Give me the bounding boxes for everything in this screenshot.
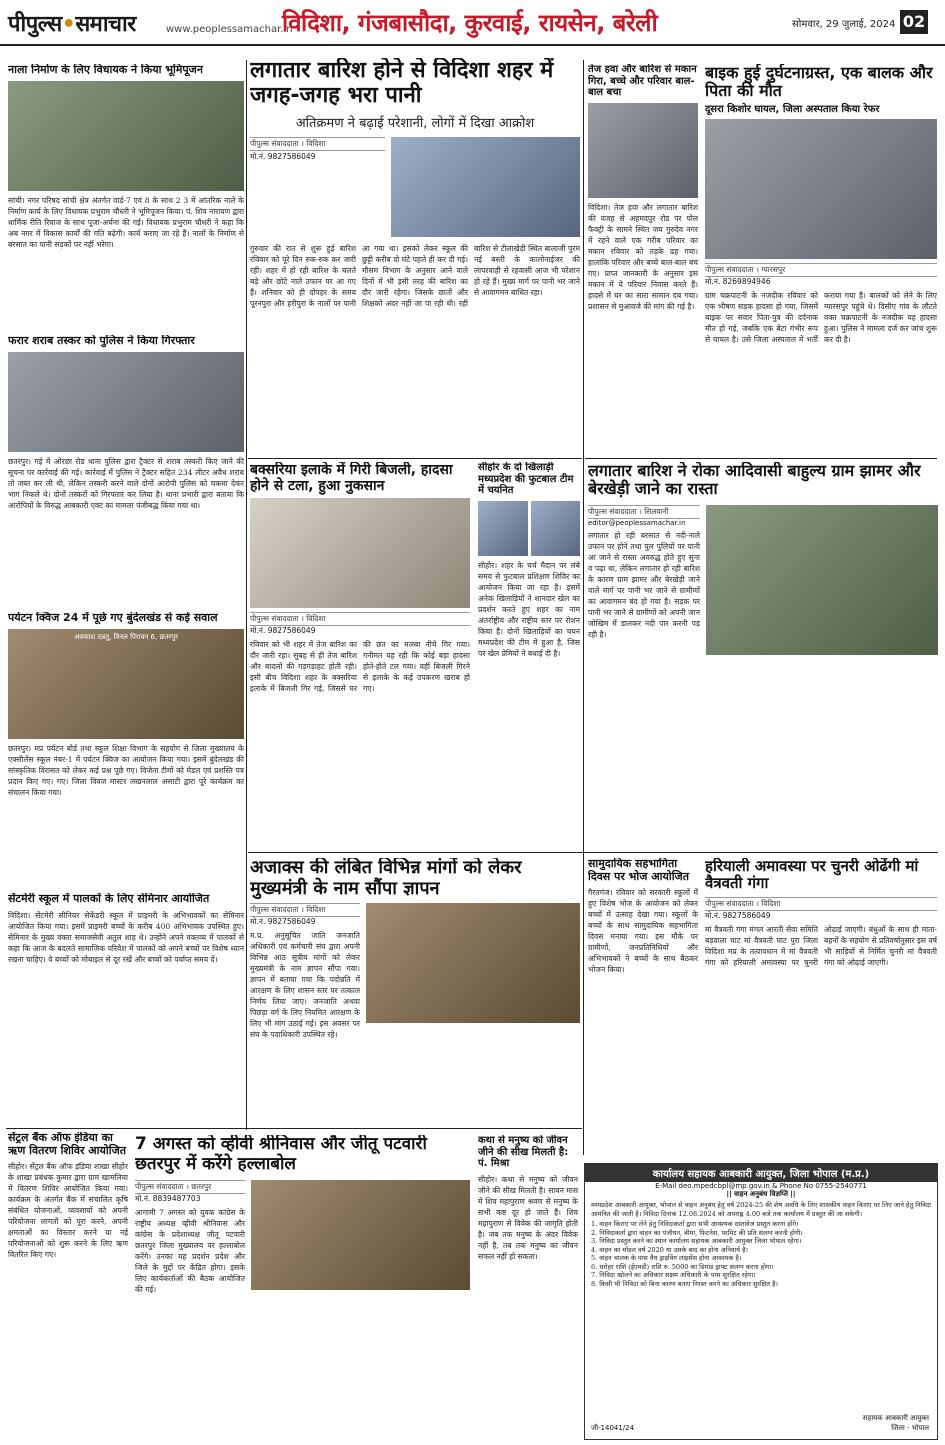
photo-bhoomipujan	[8, 81, 244, 191]
article-body: विदिशा। सेंटमेरी सीनियर सेकेंडरी स्कूल में प्राइमरी के अभिभावकों का सेमिनार आयोजित किया गया। इसमें प्राइमरी बच्चों के करीब 400 अभिभावक उपस्थित हुए। सेमिनार के मुख्य वक्ता समाजसेवी अतुल शाह थे। उन्होंने अपने वक्तव्य में पालकों से कहा कि आज के बदलते सामाजिक परिवेश में पालकों को अपने बच्चों पर विशेष ध्यान रखना चाहिए। वे बच्चों को मोबाइल से दूर रखें और बच्चों को पर्याप्त समय दें।	[8, 910, 244, 964]
article-body: लगातार हो रही बरसात से नदी-नाले उफान पर होने तथा पुल पुलियों पर पानी आ जाने से रास्ता अवरुद्ध होते हुए सुना व पढ़ा था, लेकिन लगातार हो रही बारिश के कारण ग्राम झामर और बेरखेड़ी जाने वाले मार्ग पर पानी भर जाने से ग्रामीणों का आवागमन बंद हो गया है। सड़क पर पानी भर जाने से ग्रामीणों को अपनी जान जोखिम में डालकर नदी पार करनी पड़ रही है।	[588, 530, 700, 639]
photo-quiz	[8, 629, 244, 739]
article-body: छतरपुर। मप्र पर्यटन बोर्ड तथा स्कूल शिक्षा विभाग के सहयोग से जिला मुख्यालय के एक्सीलेंस स्कूल नंबर-1 में पर्यटन क्विज का आयोजन किया गया। इसमें बुंदेलखंड की सांस्कृतिक विरासत को लेकर कई प्रश्न पूछे गए। विजेता टीमों को मेडल एवं प्रशस्ति पत्र प्रदान किए गए। गए। जिला विवज मास्टर लखनलाल असाटी द्वारा पूरे कार्यक्रम का संचालन किया गया।	[8, 743, 244, 797]
page-number: 02	[900, 10, 928, 34]
byline: पीपुल्स संवाददाता । विदिशा	[250, 903, 360, 917]
article-bike	[705, 64, 937, 464]
article-adivasi	[588, 462, 938, 842]
notice-ref: जी-14041/24	[591, 1424, 635, 1432]
headline: लगातार बारिश होने से विदिशा शहर में जगह-जगह भरा पानी	[250, 58, 554, 109]
notice-subtitle: || वाहन अनुबंध विज्ञप्ति ||	[726, 1190, 796, 1198]
article-body: सीहोर। कथा से मनुष्य को जीवन जीने की सीख मिलती है। सावन मास में शिव महापुराण श्रवण से मनुष्य के सभी कष्ट दूर हो जाते हैं। शिव महापुराण से विवेक की जागृति होती है। जब तक मनुष्य के अंदर विवेक नहीं है, तब तक मनुष्य का जीवन सफल नहीं हो सकता।	[478, 1174, 578, 1261]
notice-signature: सहायक आबकारी आयुक्त	[862, 1414, 929, 1422]
headline: अजाक्स की लंबित विभिन्न मांगों को लेकर मुख्यमंत्री के नाम सौंपा ज्ञापन	[250, 858, 522, 899]
photo-player-1	[478, 501, 528, 556]
mobile: मो.नं. 9827586049	[250, 151, 316, 161]
column-rule	[583, 60, 584, 1155]
mobile: मो.नं. 9827586049	[250, 917, 316, 927]
photo-police	[8, 352, 244, 452]
article-body: गुरुवार की रात से शुरू हुई बारिश रविवार को पूरे दिन रुक-रुक कर जारी रही। शहर में हो रही बारिश के चलते बड़े और छोटे नाले उफान पर आ गए हैं। शनिवार को ही दोपहर के समय पूरनपुरा और हरीपुरा के नालों पर पानी आ गया था। इसको लेकर स्कूल की छुट्टी करीब दो घंटे पहले ही कर दी गई। मौसम विभाग के अनुसार आने वाले दिनों में भी इसी तरह की बारिश का दौर जारी रहेगा। जिसके छातों और शिक्षकों अंदर नहीं जा पा रही थी। रही बारिश से टीलाखेड़ी स्थित बालाजी पुरम नई बस्ती के कालोनाईजर की लापरवाही से रहवासी आज भी परेशान हो रहे हैं। मुख्य मार्ग पर पानी भर जाने से आवागमन बाधित रहा।	[250, 243, 580, 308]
headline: सेंट्रल बैंक ऑफ इंडिया का ऋण वितरण शिविर आयोजित	[8, 1132, 127, 1157]
article-body: म.प्र. अनुसूचित जाति जनजाति अधिकारी एवं कर्मचारी संघ द्वारा अपनी विभिन्न आठ सूत्रीय मांगों को लेकर मुख्यमंत्री के नाम ज्ञापन सौंपा गया। ज्ञापन में बताया गया कि पदोन्नति में आरक्षण के लिए शासन स्तर पर तत्काल निर्णय लिया जाए। जनजाति अथवा पिछड़ा वर्ग के लिए नियमित आरक्षण के लिए भी मांग उठाई गई। इस अवसर पर संघ के पदाधिकारी उपस्थित रहे।	[250, 931, 360, 1040]
headline: सेंटमेरी स्कूल में पालकों के लिए सेमिनार आयोजित	[8, 893, 210, 905]
article-body: गैरतगंज। रविवार को सरकारी स्कूलों में हुए विशेष भोज के आयोजन को लेकर बच्चों में उत्साह देखा गया। स्कूलों के बच्चों के साथ सामुदायिक सहभागिता दिवस मनाया गया। इस मौके पर ग्रामीणों, जनप्रतिनिधियों और अभिभावकों ने बच्चों के साथ बैठकर भोजन किया।	[588, 888, 698, 975]
photo-flood	[391, 137, 580, 237]
headline: सीहोर के दो खिलाड़ी मध्यप्रदेश की फुटबाल टीम में चयनित	[478, 462, 574, 496]
article-body: छतरपुर। गई में ओरछा रोड थाना पुलिस द्वारा ट्रैक्टर से शराब तस्करी किए जाने की सूचना पर कार्रवाई की गई। कार्रवाई में पुलिस ने ट्रैक्टर सहित 234 लीटर अवैध शराब तो जब्त कर ली थी, लेकिन तस्करी करने वाले दोनों आरोपी पुलिस को चकमा देकर भाग निकले थे। दोनों तस्करों को गिरफ्तार कर लिया है। थाना प्रभारी द्वारा बताया कि आरोपियों के विरुद्ध आबकारी एक्ट का मामला पंजीबद्ध किया गया था।	[8, 456, 244, 510]
mobile: editor@peoplessamachar.in	[588, 518, 686, 527]
headline: हरियाली अमावस्या पर चुनरी ओढेंगी मां वैत्रवती गंगा	[705, 858, 919, 893]
row-rule	[6, 1128, 582, 1129]
photo-gyapan	[366, 903, 580, 1023]
photo-meeting	[251, 1180, 470, 1290]
byline: पीपुल्स संवाददाता । विदिशा	[705, 897, 937, 911]
notice-terms	[585, 1220, 937, 1288]
photo-hospital	[705, 119, 937, 259]
headline: पर्यटन क्विज 24 में पूछे गए बुंदेलखंड से कई सवाल	[8, 612, 218, 624]
byline: पीपुल्स संवाददाता । ग्यारसपुर	[705, 263, 937, 277]
notice-term: 8. किसी भी निविदा को बिना कारण बताए निरस्त करने का अधिकार सुरक्षित है।	[591, 1279, 778, 1288]
deck: अतिक्रमण ने बढ़ाई परेशानी, लोगों में दिखा आक्रोश	[295, 115, 535, 131]
headline: बाइक हुई दुर्घटनाग्रस्त, एक बालक और पिता की मौत	[705, 64, 933, 101]
headline: कथा से मनुष्य को जीवन जीने की सीख मिलती है: पं. मिश्रा	[478, 1135, 569, 1169]
notice-term: 7. निविदा खोलने का अधिकार सक्षम अधिकारी के पास सुरक्षित रहेगा।	[591, 1271, 756, 1279]
logo-left: पीपुल्स	[8, 12, 62, 37]
article-body: आगामी 7 अगस्त को युवक कांग्रेस के राष्ट्रीय अध्यक्ष व्हीवी श्रीनिवास और कांग्रेस के प्रदेशाध्यक्ष जीतू पटवारी छतरपुर जिला मुख्यालय पर हल्लाबोल करेंगे। उनका यह प्रदर्शन प्रदेश और जिले के मुद्दों पर केंद्रित होगा। इसके लिए कार्यकर्ताओं की बैठक आयोजित की गई।	[135, 1208, 245, 1295]
headline: फरार शराब तस्कर को पुलिस ने किया गिरफ्तार	[8, 335, 195, 347]
article-bijli	[250, 462, 470, 782]
row-rule	[248, 852, 938, 853]
article-body: ग्राम चक्रपाटनी के नजदीक रविवार को एक भीषण सड़क हादसा हो गया, जिसमें बाइक पर सवार पिता-पुत्र की दर्दनाक मौत हो गई, जबकि एक बेटा गंभीर रूप से घायल है। उसे जिला अस्पताल में भर्ती कराया गया है। बालकों को लेने के लिए ग्यारसपुर पहुंचे थे। दिसीए गांव के लौटते वक्त चक्रपाटनी के नजदीक यह हादसा हुआ। पुलिस ने मामला दर्ज कर जांच शुरू कर दी है।	[705, 291, 937, 345]
mobile: मो.नं. 8269894946	[705, 277, 771, 287]
notice-term: 1. वाहन किराए पर लेने हेतु निविदाकर्ता द्वारा सभी आवश्यक दस्तावेज प्रस्तुत करना होंगे।	[591, 1220, 799, 1228]
notice-term: 6. धरोहर राशि (ईएमडी) राशि रु. 5000 का डिमांड ड्राफ्ट संलग्न करना होगा।	[591, 1262, 774, 1271]
article-body: सांची। नगर परिषद सांची क्षेत्र अंतर्गत वार्ड-7 एवं 8 के साथ 2 3 में आंतरिक नाले के निर्माण कार्य के लिए विधायक प्रभुराम चौधरी ने भूमिपूजन किया। पं. शिव नारायण द्वारा धार्मिक रीति रिवाज के साथ पूजा-अर्चना की गई। विधायक प्रभुराम चौधरी ने कहा कि अब नगर में विकास कार्यों की गति बढ़ेगी। कार्य कराए जा रहे हैं। नालों के निर्माण से बरसात का पानी सड़कों पर नहीं भरेगा।	[8, 195, 244, 249]
notice-district: जिला - भोपाल	[891, 1424, 929, 1432]
notice-contact: E-Mail deo.mpedcbpl@mp.gov.in & Phone No 0755-2540771	[655, 1182, 867, 1190]
notice-term: 5. वाहन चालक के पास वैध ड्राइविंग लाइसेंस होना आवश्यक है।	[591, 1254, 742, 1262]
article-hariyali	[705, 858, 937, 1148]
article-faraar	[8, 335, 244, 565]
deck: दूसरा किशोर घायल, जिला अस्पताल किया रेफर	[705, 103, 880, 115]
mobile: मो.नं. 9827586049	[250, 626, 316, 636]
logo-dot: •	[61, 12, 76, 37]
byline: पीपुल्स संवाददाता । विदिशा	[250, 612, 470, 626]
headline: लगातार बारिश ने रोका आदिवासी बाहुल्य ग्राम झामर और बेरखेड़ी जाने का रास्ता	[588, 462, 921, 499]
headline: तेज हवा और बारिश से मकान गिरा, बच्चे और परिवार बाल-बाल बचा	[588, 64, 697, 98]
article-patwari	[135, 1135, 470, 1440]
notice-intro: मध्यप्रदेश आबकारी आयुक्त, भोपाल से वाहन अनुबंध हेतु वर्ष 2024-25 की शेष अवधि के लिए शासकीय वाहन किराए पर लिए जाने हेतु निविदा आमंत्रित की जाती है। निविदा दिनांक 12.08.2024 को अपराह्न 4.00 बजे तक कार्यालय में प्रस्तुत की जा सकेगी।	[591, 1201, 931, 1218]
article-body: रविवार को भी शहर में तेज बारिश का दौर जारी रहा। सुबह से ही तेज बारिश और बादलों की गड़गड़ाहट होती रही। इसी बीच विदिशा शहर के बक्सरिया इलाके में बिजली गिर गई, जिससे घर की छत का मलबा नीचे गिर गया। गनीमत यह रही कि कोई बड़ा हादसा होते-होते टल गया। वहीं बिजली गिरने से इलाके के कई उपकरण खराब हो गए।	[250, 640, 470, 694]
article-barish-vidisha	[250, 58, 580, 458]
article-naala	[8, 64, 244, 329]
article-katha	[478, 1135, 578, 1440]
row-rule	[248, 458, 582, 459]
article-body: सीहोर। शहर के चर्च मैदान पर लंबे समय से फुटबाल प्रशिक्षण शिविर का आयोजन किया जा रहा है। इसमें अनेक खिलाड़ियों ने शानदार खेल का प्रदर्शन करते हुए शहर का नाम अंतर्राष्ट्रीय और राष्ट्रीय स्तर पर रोशन किया है। दोनों खिलाड़ियों का चयन मध्यप्रदेश की टीम में हुआ है, जिस पर खेल प्रेमियों ने बधाई दी है।	[478, 560, 580, 658]
notice-term: 3. निविदा प्रस्तुत करने का स्थान कार्यालय सहायक आबकारी आयुक्त जिला भोपाल रहेगा।	[591, 1237, 802, 1245]
mobile: मो.नं. 8839487703	[135, 1194, 201, 1204]
tender-notice	[584, 1163, 938, 1440]
headline: नाला निर्माण के लिए विधायक ने किया भूमिपूजन	[8, 64, 203, 76]
section-title: विदिशा, गंजबासौदा, कुरवाई, रायसेन, बरेली	[282, 9, 658, 37]
masthead	[0, 0, 945, 46]
article-seminar	[8, 893, 244, 1123]
dateline: सोमवार, 29 जुलाई, 2024	[792, 19, 896, 30]
website-url: www.peoplessamachar.in	[166, 24, 293, 35]
column-rule	[246, 60, 247, 1130]
byline: पीपुल्स संवाददाता । विदिशा	[250, 137, 385, 151]
headline: बक्सरिया इलाके में गिरी बिजली, हादसा होने से टला, हुआ नुकसान	[250, 462, 453, 495]
article-body: सीहोर। सेंट्रल बैंक ऑफ इंडिया शाखा सीहोर के शाखा प्रबंधक कुमार द्वारा ग्राम खामलिया में वितरण शिविर आयोजित किया गया। कार्यक्रम के अंतर्गत बैंक में संचालित कृषि संबंधित योजनाओं, व्यवसायों को अपनी परियोजना लागतों को पूरा करने, अपनी क्षमताओं का विस्तार करने या नई परियोजनाओं को शुरू करने के लिए ऋण वितरित किए गए।	[8, 1162, 128, 1260]
article-tej-hawa	[588, 64, 698, 469]
article-quiz	[8, 612, 244, 874]
mobile: मो.नं. 9827586049	[705, 910, 771, 920]
byline: पीपुल्स संवाददाता । सिलवानी	[588, 505, 700, 519]
photo-wall	[250, 498, 470, 608]
row-rule	[585, 458, 937, 459]
article-body: विदिशा। तेज हवा और लगातार बारिश की वजह से अहमदपुर रोड पर पोल फैक्ट्री के सामने स्थित जय गुरुदेव नगर में रहने वाले एक गरीब परिवार का मकान रविवार को तड़के ढह गया। हालांकि परिवार और बच्चे बाल-बाल बच गए। प्राप्त जानकारी के अनुसार इस मकान में ये परिवार निवास करते हैं। हादसे में घर का सारा सामान दब गया। प्रशासन से मुआवजे की मांग की गई है।	[588, 202, 698, 311]
photo-banner: अवकाश दन्नतू, विनल पिरावन 6, छतरपुर	[73, 632, 179, 641]
headline: 7 अगस्त को व्हीवी श्रीनिवास और जीतू पटवारी छतरपुर में करेंगे हल्लाबोल	[135, 1135, 427, 1174]
article-samudayik	[588, 858, 698, 1138]
headline: सामुदायिक सहभागिता दिवस पर भोज आयोजित	[588, 858, 689, 883]
photo-river	[706, 505, 938, 655]
article-football	[478, 462, 580, 782]
photo-house	[588, 103, 698, 198]
article-ajaks	[250, 858, 580, 1128]
article-bank	[8, 1132, 128, 1437]
article-body: मां वैत्रवती गंगा मंगल आरती सेवा समिति बड़वाला घाट मां वैत्रवती घाट पुरा जिला विदिशा मप्र के तत्वावधान में मां वैत्रवती गंगा को हरियाली अमावस्या पर चुनरी ओढ़ाई जाएगी। बंधुओं के साथ ही माता-बहनों के सहयोग से प्रतिवर्षानुसार इस वर्ष भी साड़ियों से निर्मित चुनरी मां वैत्रवती गंगा को ओढ़ाई जाएगी।	[705, 924, 937, 967]
notice-term: 4. वाहन का मॉडल वर्ष 2020 या उसके बाद का होना अनिवार्य है।	[591, 1245, 748, 1254]
notice-term: 2. निविदाकर्ता द्वारा वाहन का पंजीयन, बीमा, फिटनेस, परमिट की प्रति संलग्न करनी होगी।	[591, 1228, 803, 1237]
byline: पीपुल्स संवाददाता । छतरपुर	[135, 1180, 245, 1194]
newspaper-logo	[8, 8, 136, 38]
photo-player-2	[531, 501, 581, 556]
logo-right: समाचार	[75, 12, 136, 37]
notice-title: कार्यालय सहायक आबकारी आयुक्त, जिला भोपाल (म.प्र.)	[585, 1164, 937, 1182]
